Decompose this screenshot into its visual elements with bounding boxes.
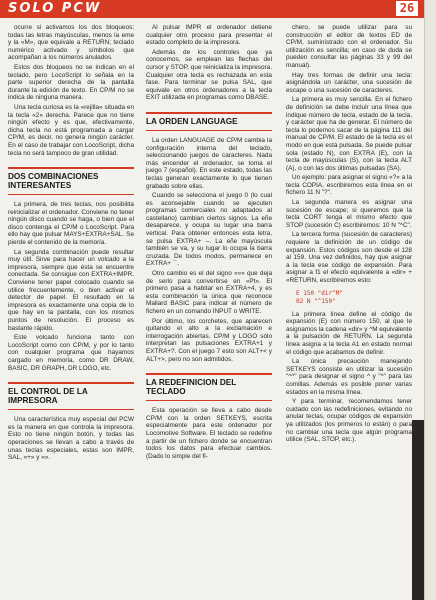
- paragraph: La segunda manera es asignar una sucesión de escape; si queremos que la tecla CORT tenga el mismo efecto que STOP (sucesión C) escribiremos: 10 N "^C".: [286, 199, 412, 229]
- section-heading: DOS COMBINACIONES INTERESANTES: [8, 167, 134, 195]
- page-header: [0, 0, 424, 18]
- paragraph: Por último, los corchetes, que aparecen quitando el alto a la exclamación e interrogación abiertas. CP/M y LOGO sólo interpretan las pulsaciones EXTRA+1 y EXTRA+?. Con el juego 7 esto son ALT+< y ALT+>, pero no son admitidos.: [146, 317, 272, 363]
- paragraph: La única precaución manejando SETKEYS consiste en utilizar la sucesión "^^" para designar el signo ^ y "^" para las comillas. Además es posible poner varias estados en la misma línea.: [286, 358, 412, 396]
- column-1: [8, 24, 134, 464]
- section-heading: LA REDEFINICION DEL TECLADO: [146, 373, 272, 401]
- paragraph: Otro cambio es el del signo «»» que deja de serlo para convertirse en «Pt». El primero pasa a habitar en EXTRA+4, y es esta combinación la única que reconoce Mallard BASIC para indicar el número de fichero en un comando INPUT o WRITE.: [146, 270, 272, 315]
- section-heading: LA ORDEN LANGUAGE: [146, 112, 272, 131]
- paragraph: Y para terminar, recomendamos tener cuidado con las redefiniciones, evitando no anular teclas, ocupar códigos de expansión ya utilizados (los primeros lo están) o para no cambiar una tecla que algún programa utilice (SAL, STOP, etc.).: [286, 398, 412, 444]
- paragraph: Al pulsar IMPR el ordenador detiene cualquier otro proceso para presentar el estado completo de la impresora.: [146, 24, 272, 47]
- paragraph: Esta operación se lleva a cabo desde CP/M con la orden SETKEYS, escrita especialmente para este ordenador por Locomotive Software. El teclado se redefine a partir de un fichero donde se encuentran todos los datos para efectuar cambios. (Dado lo simple del fi-: [146, 407, 272, 460]
- paragraph: Además de los controles que ya conocemos, se emplean las flechas del cursor y STOP, que reinicializa la impresora. Cualquier otra tecla es rechazada en esta fase. Para terminar se pulsa SAL, que equivale en otros ordenadores a la tecla EXIT utilizada en programas como DBASE.: [146, 48, 272, 102]
- paragraph: Este volcado funciona tanto con LocoScript como con CP/M, y por lo tanto con cualquier programa que hayamos cargado en memoria, como DR DRAW, BASIC, DR GRAPH, DR LOGO, etc.: [8, 334, 134, 372]
- paragraph: La tercera forma (sucesión de caracteres) requiere la definición de un código de expansión. Estos códigos son desde el 128 al 159. Una vez definidos, hay que asignar a la tecla ese código de expansión. Para asignar a f1 el efecto equivalente a «dir» + «RETURN, escribiremos esto:: [286, 231, 412, 284]
- paragraph: Una característica muy especial del PCW es la manera en que controla la impresora. Esto no tiene ningún botón, y todas las operaciones se llevan a cabo a través de unas teclas especiales, estas son IMPR, SAL, «+» y «».: [8, 416, 134, 462]
- paragraph: chero, se puede utilizar para su construcción el editor de textos ED de CP/M, suministrado con el ordenador. Su utilización es sencilla; en caso de duda se pueden consultar las páginas 33 y 99 del manual).: [286, 24, 412, 69]
- facing-page-edge: [424, 0, 436, 600]
- page-number: 26: [396, 1, 418, 16]
- paragraph: La primera, de tres teclas, nos posibilita reinicializar el ordenador. Conviene no tener ningún disco cuando se haga, o bien que el disco contenga el CP/M o LocoScript. Para ello hay que pulsar MAYS+EXTRA+SAL. Se pierde el contenido de la memoria.: [8, 201, 134, 247]
- column-3: [286, 24, 412, 446]
- code-line: 02 N "^150": [296, 297, 336, 305]
- paragraph: La orden LANGUAGE de CP/M cambia la configuración interna del teclado, seleccionando juegos de caracteres. Nada más encender el ordenador, se toma el juego 7 (español). En este estado, todas las teclas generan exactamente lo que tienen grabado sobre ellas.: [146, 136, 272, 190]
- paragraph: Estos dos bloqueos no se indican en el teclado, pero LocoScript lo señala en la parte superior derecha de la pantalla durante la edición de texto. En CP/M no se indica de ninguna manera.: [8, 63, 134, 102]
- paragraph: Un ejemplo: para asignar el signo «?» a la tecla COPIA, escribiremos esta línea en el fichero 11 N "?".: [286, 174, 412, 197]
- paragraph: ocurre si activamos los dos bloqueos; todas las letras mayúsculas, menos la eme y la «M», que equivale a RETURN; teclado numérico activado y símbolos que acompañan a los números anulados.: [8, 24, 134, 62]
- magazine-brand: SOLO PCW: [8, 1, 102, 16]
- paragraph: Hay tres formas de definir una tecla: asignándola un carácter, una sucesión de escape o una sucesión de caracteres.: [286, 71, 412, 94]
- code-example: [296, 290, 412, 306]
- paragraph: La primera línea define el código de expansión (E) con número 150, al que le asignamos la cadena «dir» y ^M equivalente a la pulsación de RETURN. La segunda línea asigna a la tecla A1 en estado normal el código que acabamos de definir.: [286, 310, 412, 356]
- column-2: [146, 24, 272, 462]
- section-heading: EL CONTROL DE LA IMPRESORA: [8, 382, 134, 410]
- paragraph: La segunda combinación puede resultar muy útil. Sirve para hacer un volcado a la impresora, siempre que ésta se encuentre conectada. Se consigue con EXTRA+IMPR. Conviene tener papel colocado cuando se utilice frecuentemente, o bien activar el detector de papel. El resultado en la impresora es exactamente una copia de lo que hay en la pantalla, con los mismos puntos de resolución. El proceso es bastante rápido.: [8, 248, 134, 332]
- code-line: E 150 "dir^M": [296, 289, 343, 297]
- paragraph: La primera es muy sencilla. En el fichero de definición se debe incluir una línea que indique número de tecla, estado de la tecla, y carácter que ha de generar. El número de tecla lo podemos sacar de la página 111 del manual de CP/M. El estado de la tecla es el modo en que está pulsada. Se puede pulsar sola (estado N), con EXTRA (E), con la tecla de mayúsculas (S), con la tecla ALT (A), o con las dos últimas pulsadas (SA).: [286, 96, 412, 172]
- paragraph: Una tecla curiosa es la «rejilla» situada en la tecla «2» derecha. Parece que no tiene ningún efecto y es que, efectivamente, dicha tecla no está programada a cargar CP/M, es decir, no genera ningún carácter. En el caso de trabajar con LocoScript, dicha tecla no será tampoco de gran utilidad.: [8, 103, 134, 157]
- paragraph: Cuando se selecciona el juego 0 (lo cual es aconsejable cuando se ejecuten programas comerciales no adaptados al castellano) cambian ciertos signos. La eñe desaparece, y ocupa su lugar una barra vertical. Para obtener entonces esta letra, se pulsa EXTRA+ –. La eñe mayúscula también se va, y su lugar lo ocupa la barra cruzada. De todos modos, permanece en EXTRA+ ´´.: [146, 192, 272, 268]
- photo-strip: [412, 420, 424, 600]
